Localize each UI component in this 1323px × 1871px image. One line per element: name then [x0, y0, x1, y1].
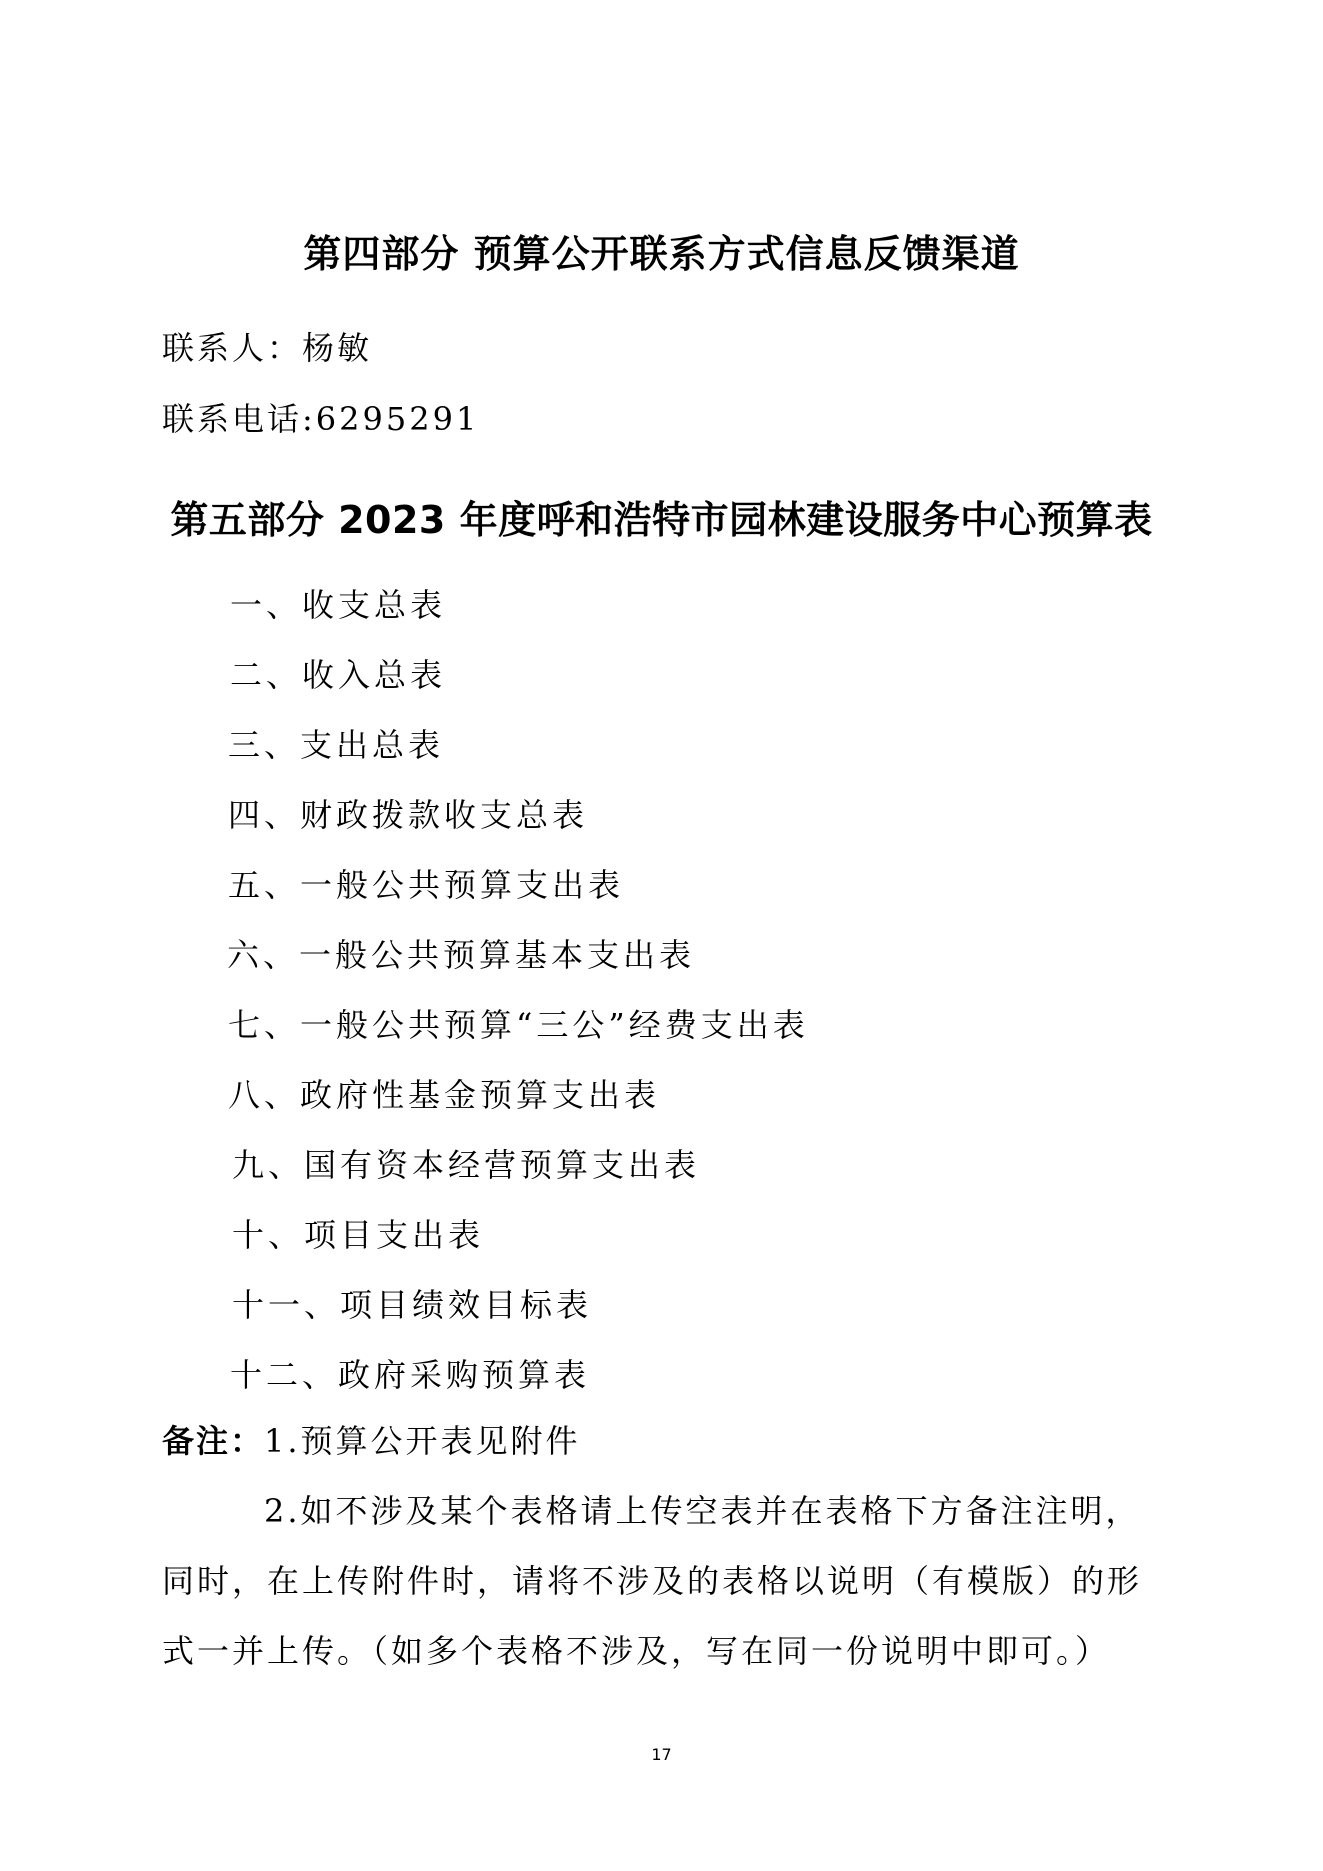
- note-line-3: 同时，在上传附件时，请将不涉及的表格以说明（有模版）的形: [162, 1562, 1143, 1600]
- note-line-1: [162, 1421, 581, 1461]
- note-line-2: 2.如不涉及某个表格请上传空表并在表格下方备注注明，: [264, 1492, 1141, 1530]
- list-item: 十一、项目绩效目标表: [232, 1286, 593, 1324]
- list-item: 九、国有资本经营预算支出表: [232, 1146, 701, 1184]
- page-number: 17: [651, 1745, 672, 1764]
- section5-heading: 第五部分 2023 年度呼和浩特市园林建设服务中心预算表: [170, 498, 1153, 542]
- list-item: 十二、政府采购预算表: [230, 1356, 591, 1394]
- contact-phone: 联系电话:6295291: [162, 400, 480, 438]
- list-item: 二、收入总表: [230, 656, 447, 694]
- contact-person: 联系人：杨敏: [162, 329, 373, 367]
- note-label: 备注：: [162, 1422, 265, 1460]
- list-item: 七、一般公共预算“三公”经费支出表: [228, 1006, 809, 1044]
- list-item: 四、财政拨款收支总表: [228, 796, 589, 834]
- list-item: 十、项目支出表: [232, 1216, 485, 1254]
- note-text-1: 1.预算公开表见附件: [264, 1422, 581, 1460]
- list-item: 一、收支总表: [230, 586, 447, 624]
- note-line-4: 式一并上传。（如多个表格不涉及，写在同一份说明中即可。）: [162, 1632, 1111, 1670]
- list-item: 六、一般公共预算基本支出表: [227, 936, 696, 974]
- list-item: 八、政府性基金预算支出表: [228, 1076, 661, 1114]
- list-item: 五、一般公共预算支出表: [228, 866, 625, 904]
- section4-heading: 第四部分 预算公开联系方式信息反馈渠道: [303, 232, 1020, 276]
- list-item: 三、支出总表: [228, 726, 445, 764]
